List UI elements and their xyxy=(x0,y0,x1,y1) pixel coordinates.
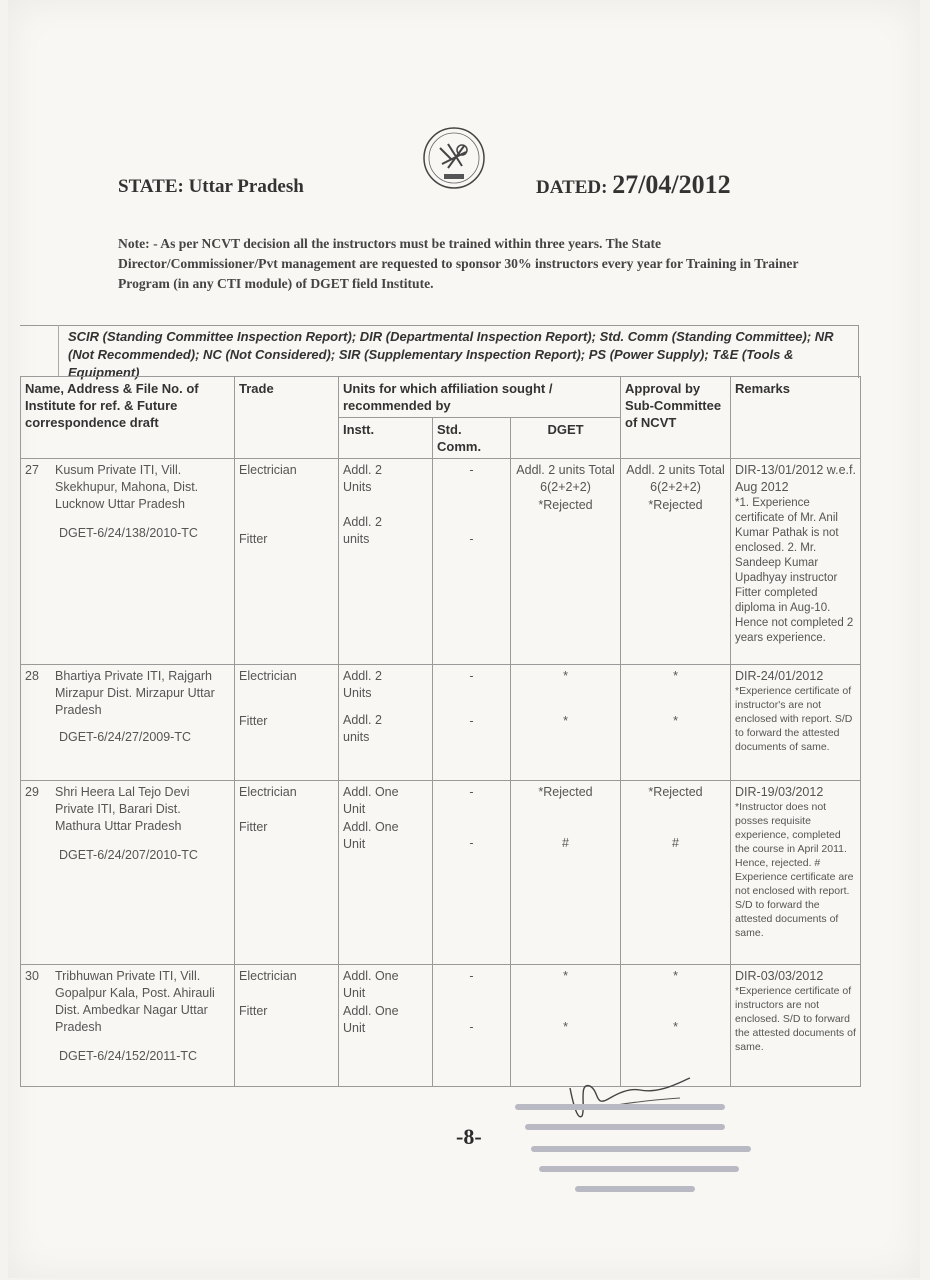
remarks-cell xyxy=(731,665,861,781)
instt-2: Addl. One Unit xyxy=(343,820,399,851)
dget-cell xyxy=(511,459,621,665)
remarks-heading: DIR-24/01/2012 xyxy=(735,669,824,683)
table-row xyxy=(21,459,861,665)
serial-number: 29 xyxy=(25,785,39,799)
serial-number: 27 xyxy=(25,463,39,477)
trade-cell xyxy=(235,781,339,965)
official-stamp-graphic xyxy=(505,1094,765,1214)
page-number: -8- xyxy=(456,1124,482,1149)
dated-value: 27/04/2012 xyxy=(612,170,731,199)
institute-address: Tribhuwan Private ITI, Vill. Gopalpur Kala, Post. Ahirauli Dist. Ambedkar Nagar Uttar Pradesh xyxy=(55,969,215,1034)
approval-cell xyxy=(621,665,731,781)
header-instt: Instt. xyxy=(339,418,433,459)
trade-2: Fitter xyxy=(239,820,268,834)
instt-cell xyxy=(339,781,433,965)
dget-1: *Rejected xyxy=(538,785,593,799)
dget-2: *Rejected xyxy=(538,498,593,512)
header-std-comm: Std. Comm. xyxy=(433,418,511,459)
remarks-cell xyxy=(731,459,861,665)
file-number: DGET-6/24/207/2010-TC xyxy=(59,848,198,862)
std-2: - xyxy=(469,532,474,546)
approval-cell xyxy=(621,781,731,965)
approval-2: *Rejected xyxy=(648,498,703,512)
header-units: Units for which affiliation sought / recommended by xyxy=(339,377,621,418)
dget-cell xyxy=(511,665,621,781)
dget-1: * xyxy=(563,669,568,683)
file-number: DGET-6/24/152/2011-TC xyxy=(59,1049,198,1063)
institute-cell xyxy=(21,781,235,965)
instt-2: Addl. One Unit xyxy=(343,1004,399,1035)
serial-number: 30 xyxy=(25,969,39,983)
header-approval: Approval by Sub-Committee of NCVT xyxy=(621,377,731,459)
dget-2: * xyxy=(563,1020,568,1034)
dget-1: * xyxy=(563,969,568,983)
trade-1: Electrician xyxy=(239,969,297,983)
approval-2: * xyxy=(673,1020,678,1034)
trade-cell xyxy=(235,965,339,1087)
dget-1: Addl. 2 units Total 6(2+2+2) xyxy=(516,463,615,494)
std-2: - xyxy=(469,836,474,850)
remarks-text: *Experience certificate of instructor's are not enclosed with report. S/D to forward the attested documents of same. xyxy=(735,685,853,753)
std-2: - xyxy=(469,1020,474,1034)
dget-2: * xyxy=(563,714,568,728)
table-row xyxy=(21,665,861,781)
dget-emblem-icon xyxy=(418,126,490,190)
trade-cell xyxy=(235,459,339,665)
affiliation-table xyxy=(20,376,861,1087)
state-heading: STATE: Uttar Pradesh xyxy=(118,176,304,197)
std-1: - xyxy=(469,969,474,983)
table-row xyxy=(21,781,861,965)
instt-2: Addl. 2 units xyxy=(343,713,382,744)
std-comm-cell xyxy=(433,665,511,781)
remarks-heading: DIR-19/03/2012 xyxy=(735,785,824,799)
institute-cell xyxy=(21,965,235,1087)
instt-1: Addl. One Unit xyxy=(343,969,399,1000)
header-trade: Trade xyxy=(235,377,339,459)
instt-1: Addl. 2 Units xyxy=(343,463,382,494)
trade-1: Electrician xyxy=(239,669,297,683)
table-header-row xyxy=(21,377,861,418)
trade-2: Fitter xyxy=(239,714,268,728)
instt-2: Addl. 2 units xyxy=(343,515,382,546)
institute-address: Kusum Private ITI, Vill. Skekhupur, Mahona, Dist. Lucknow Uttar Pradesh xyxy=(55,463,199,511)
std-1: - xyxy=(469,785,474,799)
remarks-text: *1. Experience certificate of Mr. Anil Kumar Pathak is not enclosed. 2. Mr. Sandeep Kumar Upadhyay instructor Fitter completed diploma in Aug-10. Hence not completed 2 years experience. xyxy=(735,497,854,644)
file-number: DGET-6/24/138/2010-TC xyxy=(59,526,198,540)
institute-cell xyxy=(21,665,235,781)
table-row xyxy=(21,965,861,1087)
std-comm-cell xyxy=(433,781,511,965)
remarks-heading: DIR-03/03/2012 xyxy=(735,969,824,983)
dget-cell xyxy=(511,781,621,965)
approval-1: * xyxy=(673,669,678,683)
std-comm-cell xyxy=(433,459,511,665)
institute-address: Bhartiya Private ITI, Rajgarh Mirzapur Dist. Mirzapur Uttar Pradesh xyxy=(55,669,215,717)
remarks-text: *Experience certificate of instructors are not enclosed. S/D to forward the attested documents of same. xyxy=(735,985,856,1053)
approval-cell xyxy=(621,459,731,665)
approval-1: * xyxy=(673,969,678,983)
header-dget: DGET xyxy=(511,418,621,459)
serial-number: 28 xyxy=(25,669,39,683)
remarks-cell xyxy=(731,965,861,1087)
institute-cell xyxy=(21,459,235,665)
instt-cell xyxy=(339,665,433,781)
remarks-heading: DIR-13/01/2012 w.e.f. Aug 2012 xyxy=(735,463,856,494)
note-paragraph: Note: - As per NCVT decision all the instructors must be trained within three years. The State Director/Commissioner/Pvt management are requested to sponsor 30% instructors every year for Training in Trainer Program (in any CTI module) of DGET field Institute. xyxy=(118,236,799,291)
approval-1: *Rejected xyxy=(648,785,703,799)
header-remarks: Remarks xyxy=(731,377,861,459)
remarks-text: *Instructor does not posses requisite experience, completed the course in April 2011. Hence, rejected. # Experience certificate are not enclosed with report. S/D to forward the attested documents of same. xyxy=(735,801,854,939)
std-1: - xyxy=(469,669,474,683)
header-name: Name, Address & File No. of Institute for ref. & Future correspondence draft xyxy=(21,377,235,459)
trade-1: Electrician xyxy=(239,463,297,477)
trade-2: Fitter xyxy=(239,532,268,546)
remarks-cell xyxy=(731,781,861,965)
institute-address: Shri Heera Lal Tejo Devi Private ITI, Barari Dist. Mathura Uttar Pradesh xyxy=(55,785,190,833)
dated-label: DATED: xyxy=(536,177,613,198)
std-comm-cell xyxy=(433,965,511,1087)
instt-cell xyxy=(339,459,433,665)
trade-2: Fitter xyxy=(239,1004,268,1018)
dget-2: # xyxy=(562,836,569,850)
abbreviations-divider xyxy=(58,325,59,377)
std-1: - xyxy=(469,463,474,477)
trade-cell xyxy=(235,665,339,781)
instt-cell xyxy=(339,965,433,1087)
instt-1: Addl. 2 Units xyxy=(343,669,382,700)
std-2: - xyxy=(469,714,474,728)
instt-1: Addl. One Unit xyxy=(343,785,399,816)
file-number: DGET-6/24/27/2009-TC xyxy=(59,730,192,744)
abbreviations-legend: SCIR (Standing Committee Inspection Report); DIR (Departmental Inspection Report); Std. Comm (Standing Committee); NR (Not Recommended); NC (Not Considered); SIR (Supplementary Inspection Report); PS (Power Supply); T&E (Tools & Equipment) xyxy=(68,329,834,380)
approval-2: # xyxy=(672,836,679,850)
trade-1: Electrician xyxy=(239,785,297,799)
dated-heading xyxy=(536,170,731,200)
approval-1: Addl. 2 units Total 6(2+2+2) xyxy=(626,463,725,494)
approval-2: * xyxy=(673,714,678,728)
